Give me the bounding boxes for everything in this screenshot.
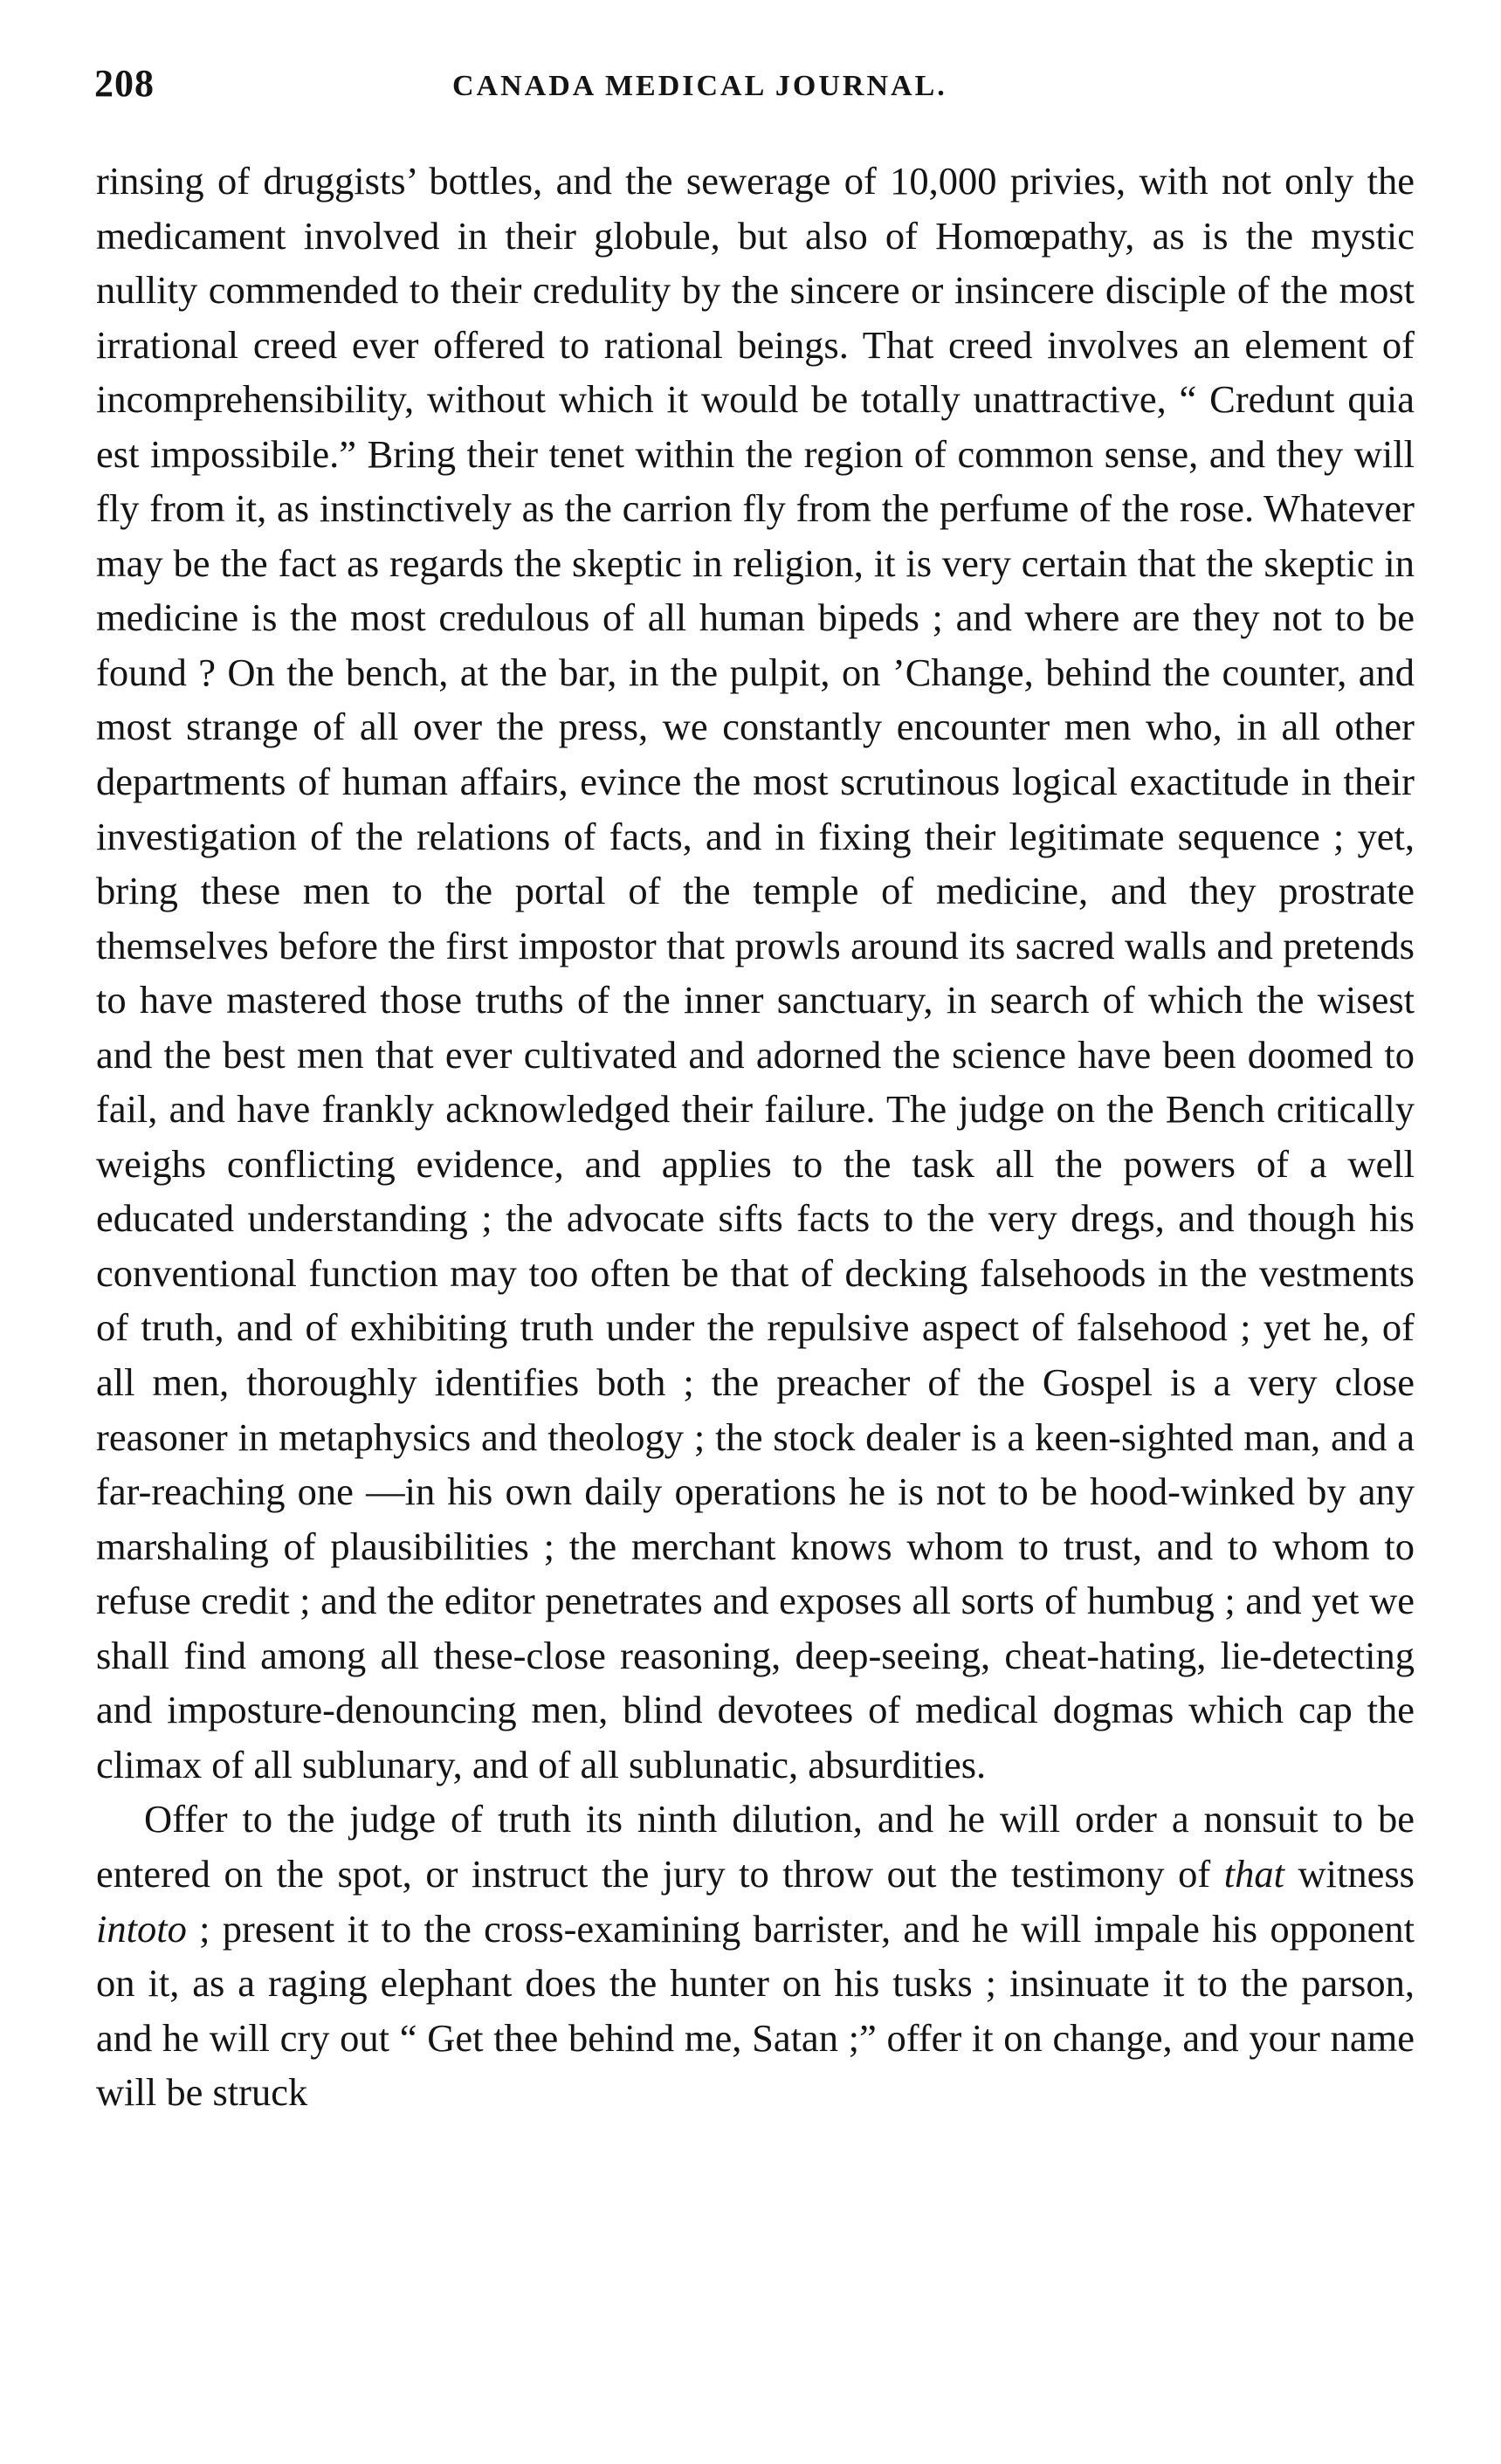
journal-title: CANADA MEDICAL JOURNAL. <box>452 70 947 102</box>
paragraph-2-text-2: witness <box>1284 1851 1415 1896</box>
paragraph-2 <box>96 1792 1415 2119</box>
paragraph-1: rinsing of druggists’ bottles, and the sewerage of 10,000 privies, with not only the medicament involved in their globule, but also of Homœpathy, as is the mystic nullity commended to their credulity by the sincere or insincere disciple of the most irrational creed ever offered to rational beings. That creed involves an element of incomprehensibility, without which it would be totally unattractive, “ Credunt quia est impossibile.” Bring their tenet within the region of common sense, and they will fly from it, as instinctively as the carrion fly from the perfume of the rose. Whatever may be the fact as regards the skeptic in religion, it is very certain that the skeptic in medicine is the most credulous of all human bipeds ; and where are they not to be found ? On the bench, at the bar, in the pulpit, on ’Change, behind the counter, and most strange of all over the press, we constantly encounter men who, in all other departments of human affairs, evince the most scrutinous logical exactitude in their investigation of the relations of facts, and in fixing their legitimate sequence ; yet, bring these men to the portal of the temple of medicine, and they prostrate themselves before the first impostor that prowls around its sacred walls and pretends to have mastered those truths of the inner sanctuary, in search of which the wisest and the best men that ever cultivated and adorned the science have been doomed to fail, and have frankly acknowledged their failure. The judge on the Bench critically weighs conflicting evidence, and applies to the task all the powers of a well educated understanding ; the advocate sifts facts to the very dregs, and though his conventional function may too often be that of decking falsehoods in the vestments of truth, and of exhibiting truth under the repulsive aspect of falsehood ; yet he, of all men, thoroughly identifies both ; the preacher of the Gospel is a very close reasoner in metaphysics and theology ; the stock dealer is a keen-sighted man, and a far-reaching one —in his own daily operations he is not to be hood-winked by any marshaling of plausibilities ; the merchant knows whom to trust, and to whom to refuse credit ; and the editor penetrates and exposes all sorts of humbug ; and yet we shall find among all these-close reasoning, deep-seeing, cheat-hating, lie-detecting and imposture-denouncing men, blind devotees of medical dogmas which cap the climax of all sublunary, and of all sublunatic, absurdities. <box>96 159 1415 1786</box>
paragraph-2-italic-intoto: intoto <box>96 1906 187 1951</box>
page-number: 208 <box>94 62 155 105</box>
article-body <box>96 154 1415 2120</box>
paragraph-2-italic-that: that <box>1223 1851 1284 1896</box>
paragraph-2-text-3: ; present it to the cross-examining barrister, and he will impale his opponent on it, as a raging elephant does the hunter on his tusks ; insinuate it to the parson, and he will cry out “ Get thee behind me, Satan ;” offer it on change, and your name will be struck <box>96 1906 1415 2115</box>
running-head <box>94 58 1417 110</box>
paragraph-2-text-1: Offer to the judge of truth its ninth dilution, and he will order a nonsuit to be entered on the spot, or instruct the jury to throw out the testimony of <box>96 1797 1415 1896</box>
